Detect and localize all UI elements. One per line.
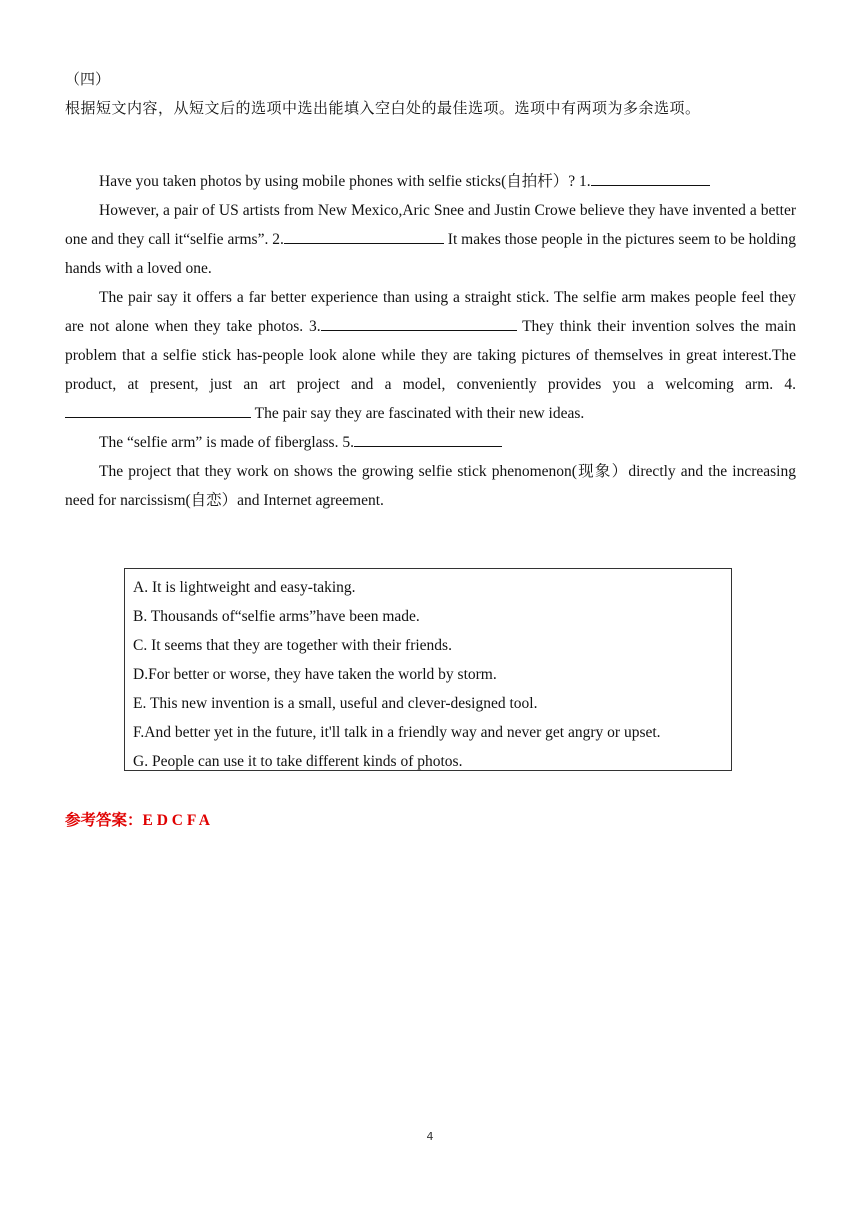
option-d: D.For better or worse, they have taken the world by storm. — [133, 666, 497, 683]
page-number: 4 — [426, 1130, 434, 1143]
paragraph-text: The project that they work on shows the growing selfie stick phenomenon(现象）directly and the increasing need for narcissism(自恋）and Internet agreement. — [65, 463, 796, 509]
blank-1 — [591, 169, 710, 186]
passage-paragraph-2 — [65, 196, 796, 283]
blank-5 — [354, 430, 502, 447]
answer-letters: E D C F A — [142, 812, 210, 829]
paragraph-text: However, a pair of US artists from New Mexico,Aric Snee and Justin Crowe believe they have invented a better one and they call it“selfie arms”. 2. — [65, 202, 796, 248]
paragraph-text: It makes those people in the pictures seem to be holding hands with a loved one. — [65, 231, 796, 277]
blank-4 — [65, 401, 251, 418]
section-number: （四） — [65, 72, 111, 88]
paragraph-text: They think their invention solves the main problem that a selfie stick has-people look alone while they are taking pictures of themselves in great interest.The product, at present, just an art project and a model, conveniently provides you a welcoming arm. 4. — [65, 318, 796, 393]
passage-paragraph-1 — [65, 167, 796, 196]
instructions: 根据短文内容，从短文后的选项中选出能填入空白处的最佳选项。选项中有两项为多余选项。 — [65, 101, 701, 117]
answer-key — [65, 808, 210, 830]
answer-label: 参考答案： — [65, 811, 143, 829]
blank-2 — [284, 227, 444, 244]
option-c: C. It seems that they are together with their friends. — [133, 637, 452, 654]
paragraph-text: The pair say it offers a far better experience than using a straight stick. The selfie arm makes people feel they are not alone when they take photos. 3. — [65, 289, 796, 335]
passage — [65, 167, 796, 515]
option-f: F.And better yet in the future, it'll talk in a friendly way and never get angry or upset. — [133, 724, 661, 741]
paragraph-text: The pair say they are fascinated with their new ideas. — [251, 405, 585, 422]
passage-paragraph-4 — [65, 428, 796, 457]
paragraph-text: The “selfie arm” is made of fiberglass. 5. — [99, 434, 354, 451]
options-box — [124, 568, 732, 771]
passage-paragraph-5 — [65, 457, 796, 515]
option-a: A. It is lightweight and easy-taking. — [133, 579, 356, 596]
paragraph-text: Have you taken photos by using mobile phones with selfie sticks(自拍杆）? 1. — [99, 173, 591, 190]
passage-paragraph-3 — [65, 283, 796, 428]
option-g: G. People can use it to take different kinds of photos. — [133, 753, 463, 770]
option-b: B. Thousands of“selfie arms”have been made. — [133, 608, 420, 625]
blank-3 — [321, 314, 517, 331]
option-e: E. This new invention is a small, useful and clever-designed tool. — [133, 695, 538, 712]
